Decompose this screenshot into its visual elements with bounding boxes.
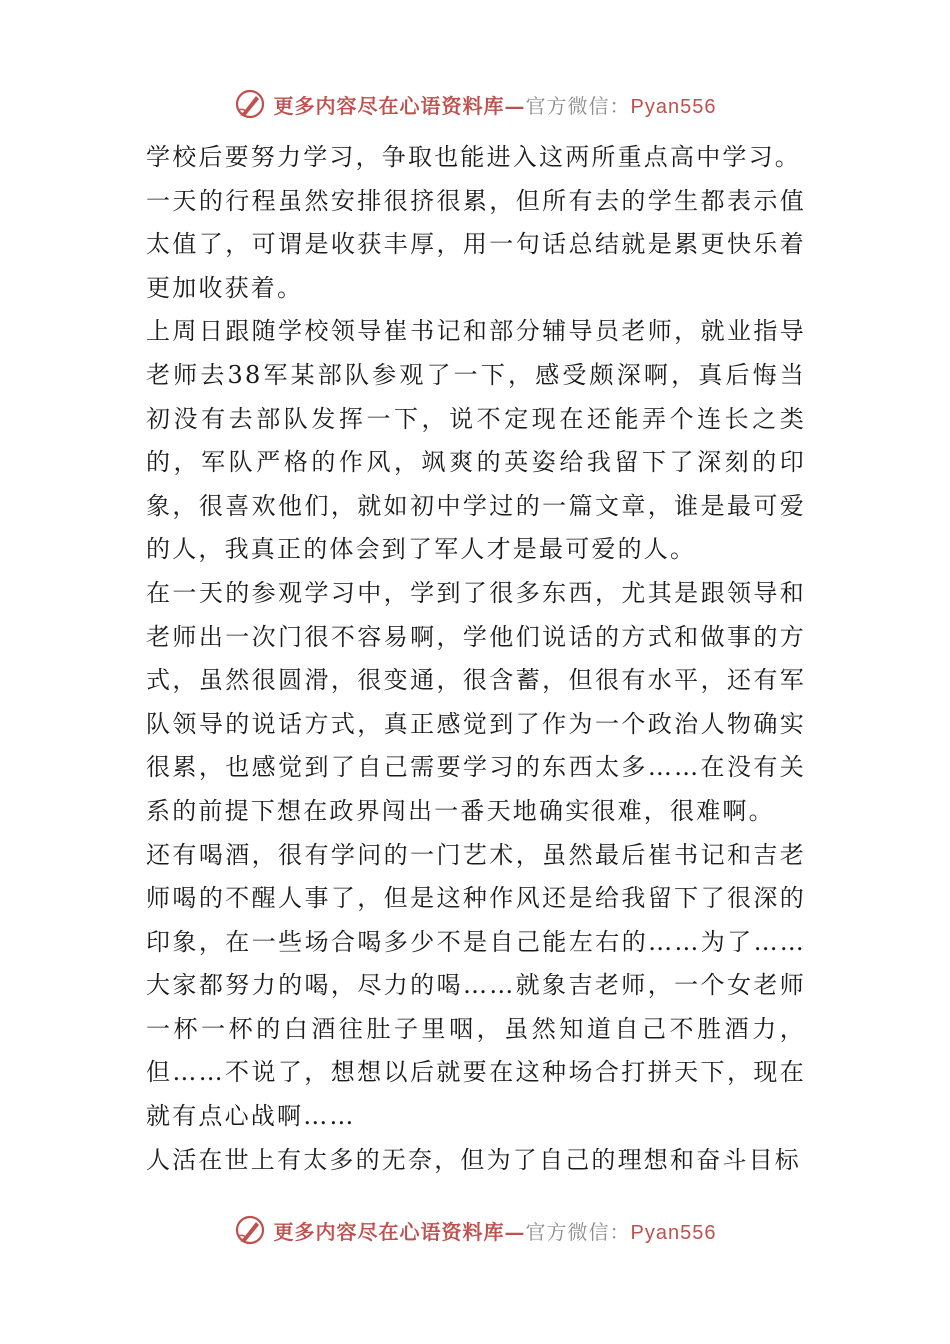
pen-logo-icon <box>234 1214 266 1246</box>
footer-wechat-id: Pyan556 <box>630 1221 717 1244</box>
header-wechat-label: 官方微信： <box>525 93 631 118</box>
paragraph: 在一天的参观学习中，学到了很多东西，尤其是跟领导和老师出一次门很不容易啊，学他们说话的方式和做事的方式，虽然很圆滑，很变通，很含蓄，但很有水平，还有军队领导的说话方式，真正感觉到了作为一个政治人物确实很累，也感觉到了自己需要学习的东西太多……在没有关系的前提下想在政界闯出一番天地确实很难，很难啊。 <box>146 578 806 825</box>
header-wechat-id: Pyan556 <box>630 95 717 118</box>
footer-text <box>274 1216 717 1245</box>
header-separator: — <box>504 93 526 118</box>
header-text <box>274 90 717 119</box>
footer-separator: — <box>504 1219 526 1244</box>
paragraph: 人活在世上有太多的无奈，但为了自己的理想和奋斗目标 <box>146 1145 801 1174</box>
footer-banner <box>0 1210 950 1250</box>
footer-wechat-label: 官方微信： <box>525 1219 631 1244</box>
header-banner <box>0 84 950 124</box>
pen-logo-icon <box>234 88 266 120</box>
paragraph: 学校后要努力学习，争取也能进入这两所重点高中学习。 <box>146 143 801 171</box>
footer-site-text: 更多内容尽在心语资料库 <box>273 1219 505 1244</box>
paragraph: 上周日跟随学校领导崔书记和部分辅导员老师，就业指导老师去38军某部队参观了一下，感受颇深啊，真后悔当初没有去部队发挥一下，说不定现在还能弄个连长之类的，军队严格的作风，飒爽的英姿给我留下了深刻的印象，很喜欢他们，就如初中学过的一篇文章，谁是最可爱的人，我真正的体会到了军人才是最可爱的人。 <box>146 317 806 564</box>
document-body <box>146 136 806 1182</box>
paragraph: 还有喝酒，很有学问的一门艺术，虽然最后崔书记和吉老师喝的不醒人事了，但是这种作风还是给我留下了很深的印象，在一些场合喝多少不是自己能左右的……为了……大家都努力的喝，尽力的喝……就象吉老师，一个女老师一杯一杯的白酒往肚子里咽，虽然知道自己不胜酒力，但……不说了，想想以后就要在这种场合打拼天下，现在就有点心战啊…… <box>146 840 806 1131</box>
header-site-text: 更多内容尽在心语资料库 <box>273 93 505 118</box>
paragraph: 一天的行程虽然安排很挤很累，但所有去的学生都表示值太值了，可谓是收获丰厚，用一句话总结就是累更快乐着更加收获着。 <box>146 186 806 302</box>
